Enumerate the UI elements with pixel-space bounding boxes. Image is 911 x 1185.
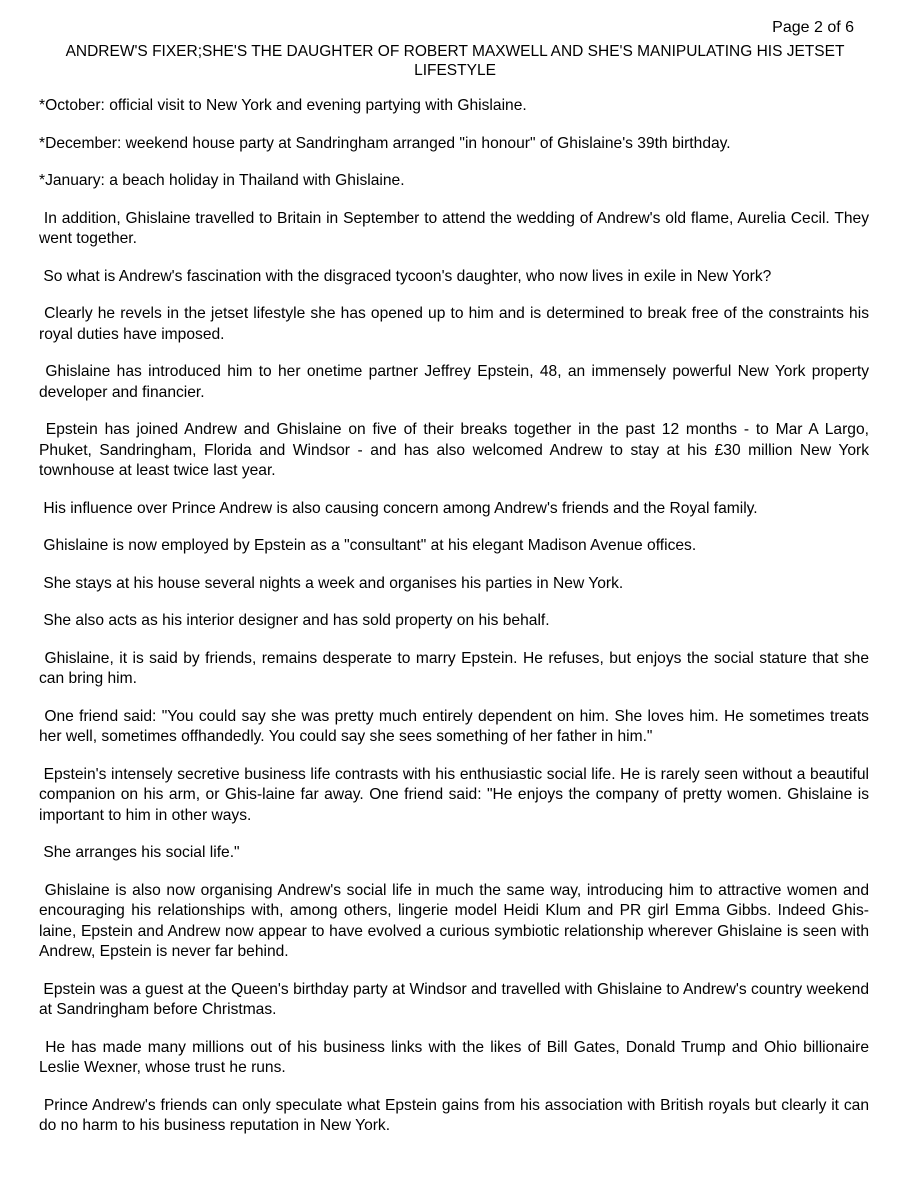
article-body <box>39 96 874 1154</box>
page-number: Page 2 of 6 <box>772 19 854 36</box>
paragraph: Clearly he revels in the jetset lifestyle she has opened up to him and is determined to break free of the constraints his royal duties have imposed. <box>39 305 874 343</box>
paragraph: *December: weekend house party at Sandringham arranged "in honour" of Ghislaine's 39th birthday. <box>39 134 731 152</box>
paragraph: She arranges his social life." <box>39 844 240 861</box>
paragraph: One friend said: "You could say she was pretty much entirely dependent on him. She loves him. He sometimes treats her well, sometimes offhandedly. You could say she sees something of her father in him." <box>39 707 874 745</box>
paragraph: Ghislaine, it is said by friends, remains desperate to marry Epstein. He refuses, but enjoys the social stature that she can bring him. <box>39 649 874 687</box>
paragraph: She also acts as his interior designer and has sold property on his behalf. <box>39 612 550 629</box>
paragraph: Ghislaine is now employed by Epstein as a "consultant" at his elegant Madison Avenue offices. <box>39 537 697 554</box>
article-title: ANDREW'S FIXER;SHE'S THE DAUGHTER OF ROBERT MAXWELL AND SHE'S MANIPULATING HIS JETSET LIFESTYLE <box>65 43 845 79</box>
paragraph: So what is Andrew's fascination with the disgraced tycoon's daughter, who now lives in exile in New York? <box>39 267 772 285</box>
paragraph: *January: a beach holiday in Thailand with Ghislaine. <box>39 172 405 189</box>
paragraph: Epstein's intensely secretive business life contrasts with his enthusiastic social life. He is rarely seen without a beautiful companion on his arm, or Ghis-laine far away. One friend said: "He enjoys the company of pretty women. Ghislaine is important to him in other ways. <box>39 765 874 824</box>
paragraph: She stays at his house several nights a week and organises his parties in New York. <box>39 574 624 592</box>
paragraph: Ghislaine is also now organising Andrew's social life in much the same way, introducing him to attractive women and encouraging his relationships with, among others, lingerie model Heidi Klum and PR girl Emma Gibbs. Indeed Ghis-laine, Epstein and Andrew now appear to have evolved a curious symbiotic relationship wherever Ghislaine is seen with Andrew, Epstein is never far behind. <box>39 881 874 960</box>
paragraph: Ghislaine has introduced him to her onetime partner Jeffrey Epstein, 48, an immensely powerful New York property developer and financier. <box>39 363 874 401</box>
paragraph: *October: official visit to New York and evening partying with Ghislaine. <box>39 97 527 114</box>
paragraph: Prince Andrew's friends can only speculate what Epstein gains from his association with British royals but clearly it can do no harm to his business reputation in New York. <box>39 1096 874 1134</box>
paragraph: Epstein has joined Andrew and Ghislaine on five of their breaks together in the past 12 months - to Mar A Largo, Phuket, Sandringham, Florida and Windsor - and has also welcomed Andrew to stay at his £30 million New York townhouse at least twice last year. <box>39 421 874 479</box>
paragraph: His influence over Prince Andrew is also causing concern among Andrew's friends and the Royal family. <box>39 499 758 517</box>
paragraph: In addition, Ghislaine travelled to Britain in September to attend the wedding of Andrew's old flame, Aurelia Cecil. They went together. <box>39 209 874 247</box>
paragraph: He has made many millions out of his business links with the likes of Bill Gates, Donald Trump and Ohio billionaire Leslie Wexner, whose trust he runs. <box>39 1038 874 1076</box>
paragraph: Epstein was a guest at the Queen's birthday party at Windsor and travelled with Ghislaine to Andrew's country weekend at Sandringham before Christmas. <box>39 980 874 1018</box>
